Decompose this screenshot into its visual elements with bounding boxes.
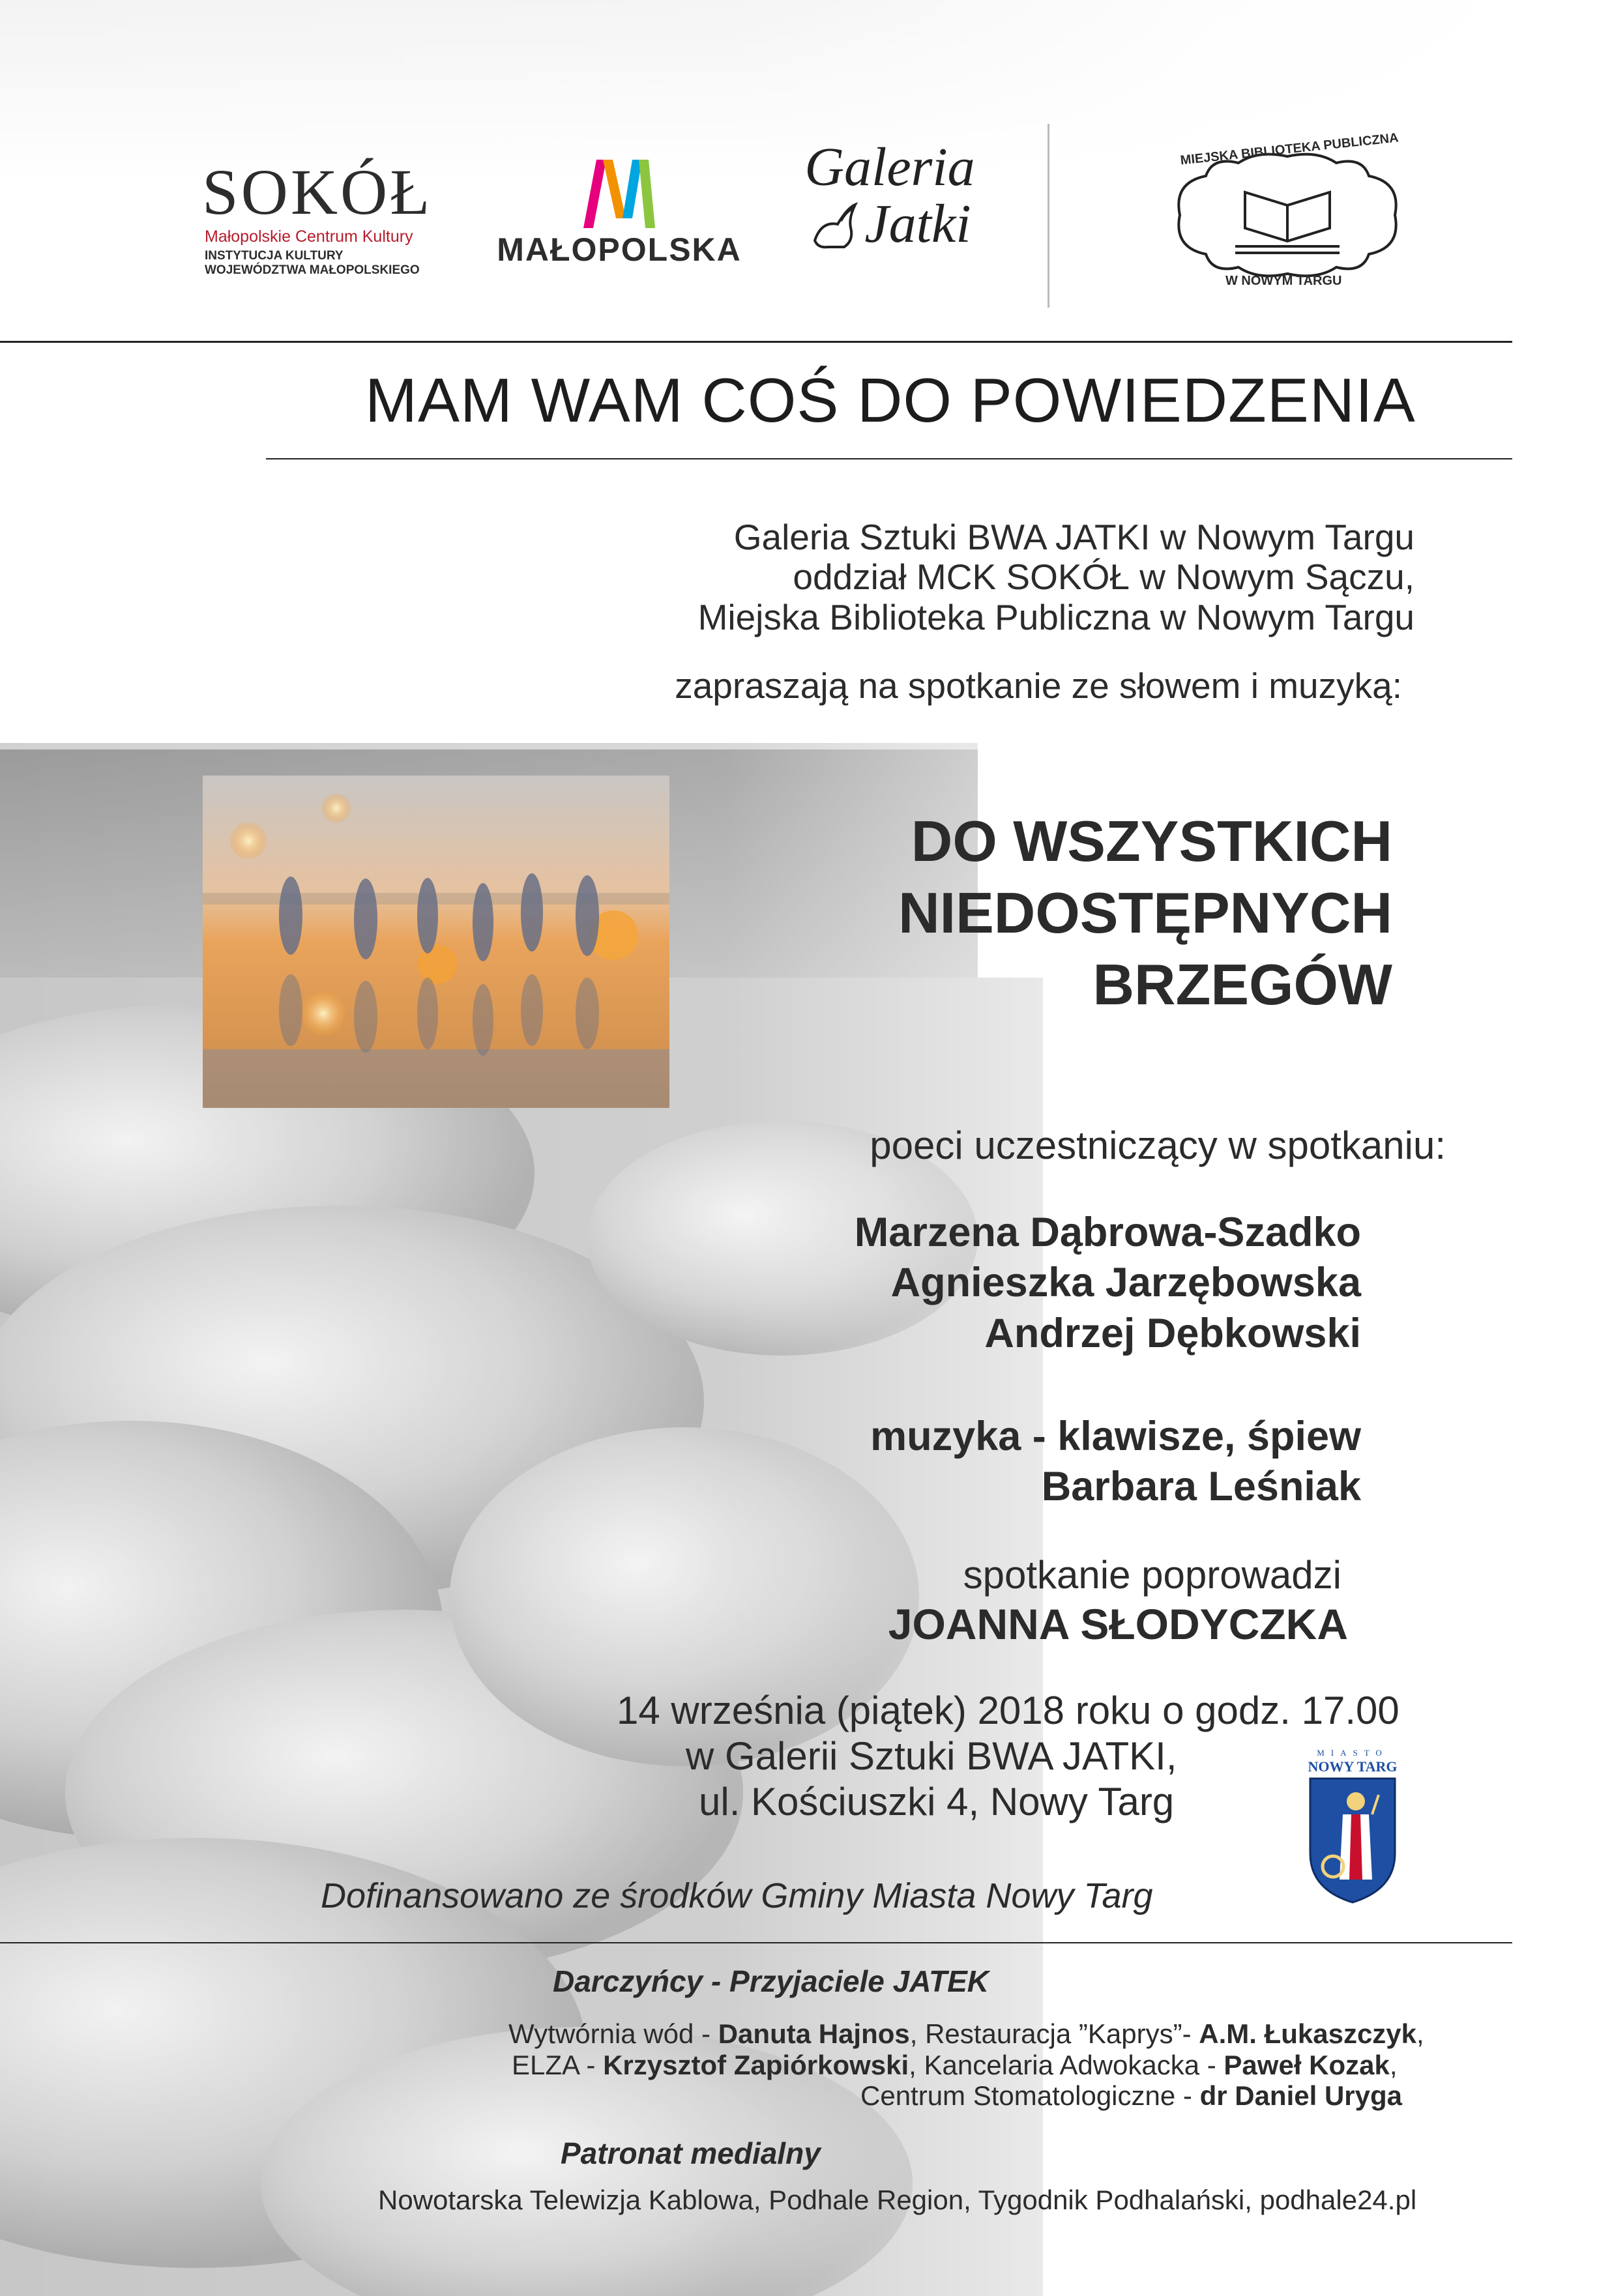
invite-text: zapraszają na spotkanie ze słowem i muzyką: [675,665,1402,706]
sponsor-text: , Kancelaria Adwokacka - [909,2050,1224,2080]
event-title-line-2: NIEDOSTĘPNYCH [898,880,1392,945]
sponsor-name: Danuta Hajnos [718,2018,910,2049]
sponsors-line-1 [508,2018,1424,2050]
galeria-line1: Galeria [804,137,975,197]
malopolska-logo [489,147,750,269]
sokol-line1: Małopolskie Centrum Kultury [205,227,413,246]
nowy-targ-crest [1297,1748,1408,1909]
biblioteka-top: MIEJSKA BIBLIOTEKA PUBLICZNA [1179,130,1400,168]
goat-icon [808,195,860,254]
organizer-line-1: Galeria Sztuki BWA JATKI w Nowym Targu [733,517,1414,557]
host-label: spotkanie poprowadzi [963,1553,1341,1597]
sponsors-line-2 [512,2050,1398,2081]
divider-bottom [0,1942,1512,1943]
host-name: JOANNA SŁODYCZKA [888,1600,1348,1648]
patron-line: Nowotarska Telewizja Kablowa, Podhale Region, Tygodnik Podhalański, podhale24.pl [378,2185,1417,2215]
event-title-line-1: DO WSZYSTKICH [911,809,1392,873]
sponsor-text: , [1389,2050,1398,2080]
page-title: MAM WAM COŚ DO POWIEDZENIA [365,366,1416,435]
poet-1: Marzena Dąbrowa-Szadko [854,1210,1361,1255]
biblioteka-bottom: W NOWYM TARGU [1225,274,1342,288]
malopolska-name: MAŁOPOLSKA [497,231,742,268]
venue-line-2: ul. Kościuszki 4, Nowy Targ [699,1780,1175,1824]
date-line: 14 września (piątek) 2018 roku o godz. 17.00 [617,1689,1400,1732]
sponsor-text: Wytwórnia wód - [508,2018,718,2049]
logo-divider [1048,124,1049,308]
sponsor-text: Centrum Stomatologiczne - [860,2080,1200,2111]
sponsor-name: Krzysztof Zapiórkowski [603,2050,909,2080]
poets-label: poeci uczestniczący w spotkaniu: [870,1124,1446,1167]
sponsor-name: dr Daniel Uryga [1199,2080,1402,2111]
sokol-name: SOKÓŁ [202,156,433,228]
divider-top [0,341,1512,343]
crest-name: NOWY TARG [1308,1758,1398,1775]
galeria-jatki-logo [802,137,978,254]
organizer-line-2: oddział MCK SOKÓŁ w Nowym Sączu, [793,557,1414,597]
sponsor-text: , Restauracja ”Kaprys”- [909,2018,1199,2049]
venue-line-1: w Galerii Sztuki BWA JATKI, [686,1734,1177,1778]
musician-name: Barbara Leśniak [1041,1464,1361,1509]
sponsors-line-3 [860,2080,1402,2112]
funding-note: Dofinansowano ze środków Gminy Miasta Nowy Targ [321,1876,1153,1915]
crest-top: MIASTO [1317,1748,1388,1758]
biblioteka-logo [1154,130,1421,300]
organizer-line-3: Miejska Biblioteka Publiczna w Nowym Targu [697,597,1414,637]
malopolska-m-icon [577,147,662,231]
sponsor-name: Paweł Kozak [1224,2050,1390,2080]
sponsors-heading: Darczyńcy - Przyjaciele JATEK [553,1964,989,1998]
sokol-logo [202,156,450,278]
sponsor-text: ELZA - [512,2050,604,2080]
patron-heading: Patronat medialny [561,2136,821,2170]
poet-3: Andrzej Dębkowski [984,1311,1361,1356]
sokol-line2: INSTYTUCJA KULTURY [205,249,344,263]
galeria-line2: Jatki [864,194,971,254]
divider-title [266,458,1512,459]
event-title-line-3: BRZEGÓW [1092,952,1392,1017]
sponsor-name: A.M. Łukaszczyk [1199,2018,1417,2049]
sponsor-text: , [1416,2018,1424,2049]
event-photo [203,776,669,1108]
music-label: muzyka - klawisze, śpiew [870,1414,1361,1459]
sokol-line3: WOJEWÓDZTWA MAŁOPOLSKIEGO [205,263,420,277]
poet-2: Agnieszka Jarzębowska [890,1260,1361,1305]
crest-shield-icon [1307,1775,1398,1906]
